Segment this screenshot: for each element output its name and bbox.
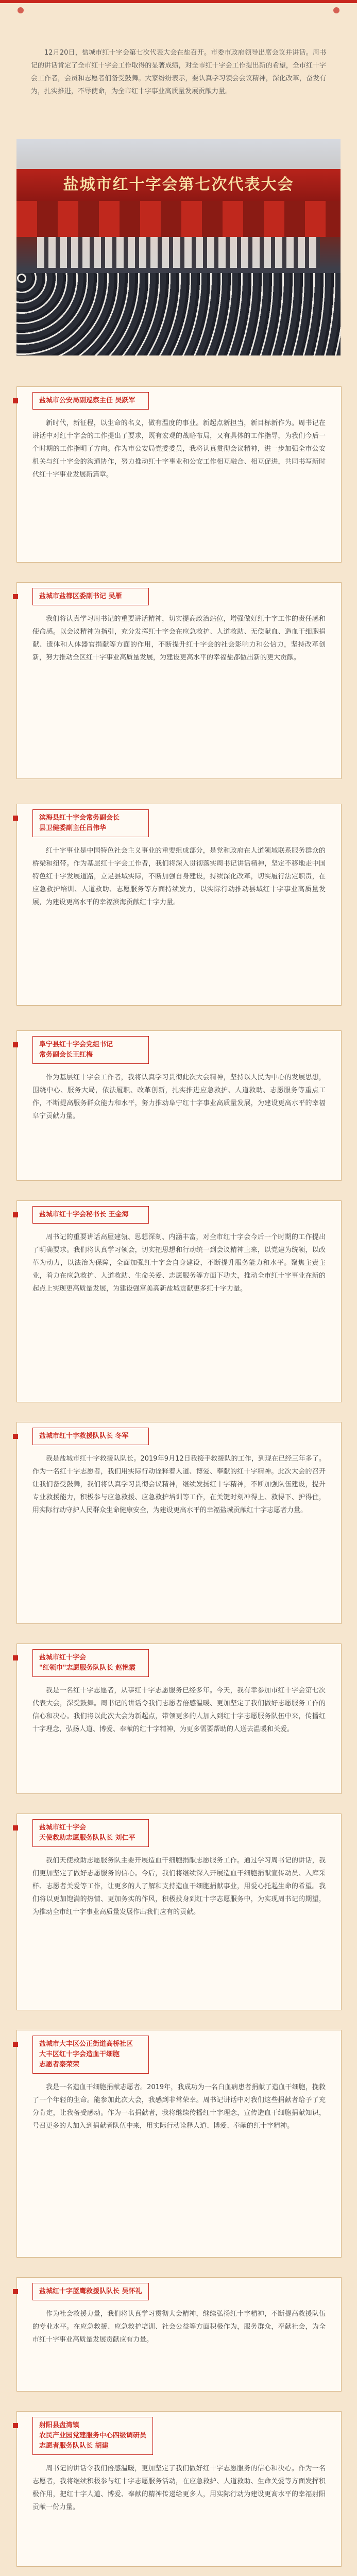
speaker-remarks: 新时代，新征程，以生命的名义，做有温度的事业。新起点新担当，新目标新作为。周书记在讲话中对红十字会的工作提出了要求，既有宏观的战略布局，又有具体的工作指导，为我们今后一个时期的工作指明了方向。作为市公安局党委委员，我将认真贯彻会议精神，进一步加强全市公安机关与红十字会的沟通协作，努力推动红十字事业和公安工作相互融合、相互促进，共同书写新时代红十字事业发展新篇章。: [32, 419, 326, 479]
testimonial-card: [16, 1422, 342, 1624]
card-header: [17, 1201, 341, 1224]
card-header: [17, 1422, 341, 1445]
testimonial-card: [16, 582, 342, 779]
speaker-remarks: 作为社会救援力量，我们将认真学习贯彻大会精神，继续弘扬红十字精神，不断提高救援队伍的专业水平。在应急救援、应急救护培训、社会公益等方面积极作为，服务群众，奉献社会，为全市红十字事业高质量发展贡献应有力量。: [32, 2310, 326, 2344]
card-header: [17, 387, 341, 410]
speaker-title: 盐城市红十字会秘书长 王金海: [32, 1206, 149, 1224]
speaker-title: 滨海县红十字会常务副会长 县卫健委副主任吕伟华: [32, 809, 149, 837]
card-badge-icon: [13, 594, 18, 599]
top-decoration: [0, 0, 357, 21]
speaker-remarks: 我们天使救助志愿服务队主要开展造血干细胞捐献志愿服务工作。通过学习周书记的讲话，我们更加坚定了做好志愿服务的信心。今后，我们将继续深入开展造血干细胞捐献宣传动员、入库采样、志愿者关爱等工作，让更多的人了解和支持造血干细胞捐献事业，用爱心托起生命的希望。我们将以更加饱满的热情、更加务实的作风，积极投身到红十字志愿服务中，为实现周书记的期望，为推动全市红十字事业高质量发展作出我们应有的贡献。: [32, 1857, 326, 1916]
speaker-remarks: 周书记的重要讲话高屋建瓴、思想深刻、内涵丰富，对全市红十字会今后一个时期的工作提出了明确要求。我们将认真学习领会，切实把思想和行动统一到会议精神上来，以党建为统领，以改革为动力，以法治为保障，全面加强红十字会自身建设，不断提升服务能力和水平。聚焦主责主业，着力在应急救护、人道救助、生命关爱、志愿服务等方面下功夫，推动全市红十字事业在新的起点上实现更高质量发展，为建设强富美高新盐城贡献更多红十字力量。: [32, 1233, 326, 1293]
speaker-title: 盐城市红十字会 天使救助志愿服务队队长 刘仁平: [32, 1819, 149, 1847]
testimonial-card: [16, 2277, 342, 2392]
speaker-remarks: 红十字事业是中国特色社会主义事业的重要组成部分，是党和政府在人道领域联系服务群众的桥梁和纽带。作为基层红十字会工作者，我们将深入贯彻落实周书记讲话精神，坚定不移地走中国特色红十字发展道路，立足县域实际，不断加强自身建设，持续深化改革，切实履行法定职责，在应急救护培训、人道救助、志愿服务等方面持续发力，以实际行动推动县域红十字事业高质量发展，为建设更高水平的幸福滨海贡献红十字力量。: [32, 847, 326, 906]
card-badge-icon: [13, 1655, 18, 1660]
card-header: [17, 1814, 341, 1847]
card-badge-icon: [13, 1825, 18, 1831]
intro-paragraph: 12月20日，盐城市红十字会第七次代表大会在盐召开。市委市政府领导出席会议并讲话。周书记的讲话肯定了全市红十字会工作取得的显著成绩，对全市红十字会工作提出新的希望，全市红十字会工作者，会员和志愿者们备受鼓舞。大家纷纷表示，要认真学习领会会议精神，深化改革，奋发有为，扎实推进，不辱使命，为全市红十字事业高质量发展贡献力量。: [31, 49, 326, 95]
speaker-title: 盐城市红十字会 "红领巾"志愿服务队队长 赵艳霞: [32, 1649, 149, 1677]
speaker-title: 盐城红十字蓝鹰救援队队长 吴怀礼: [32, 2283, 149, 2300]
card-badge-icon: [13, 816, 18, 821]
speaker-title: 射阳县盘湾镇 农民产业园党建服务中心四级调研员 志愿者服务队队长 胡建: [32, 2417, 153, 2455]
card-badge-icon: [13, 2423, 18, 2428]
testimonial-card: [16, 1643, 342, 1794]
card-header: [17, 1031, 341, 1064]
testimonial-card: [16, 2411, 342, 2567]
testimonial-card: [16, 804, 342, 1006]
photo-crowd: [16, 273, 341, 355]
speaker-remarks: 我是一名红十字志愿者，从事红十字志愿服务已经多年。今天，我有幸参加市红十字会第七次代表大会，深受鼓舞。周书记的讲话令我们志愿者倍感温暖、更加坚定了我们做好志愿服务工作的信心和决心。我们将以此次大会为新起点，带领更多的人加入到红十字志愿服务队伍中来，传播红十字理念，弘扬人道、博爱、奉献的红十字精神，为更多需要帮助的人送去温暖和关爱。: [32, 1687, 326, 1733]
card-header: [17, 583, 341, 605]
photo-banner: 盐城市红十字会第七次代表大会: [16, 169, 341, 201]
card-header: [17, 1644, 341, 1677]
photo-stage: [37, 237, 320, 268]
card-badge-icon: [13, 1042, 18, 1047]
testimonial-card: [16, 2030, 342, 2258]
speaker-remarks: 周书记的讲话令我们倍感温暖，更加坚定了我们做好红十字志愿服务的信心和决心。作为一名志愿者，我将继续积极参与红十字志愿服务活动，在应急救护、人道救助、生命关爱等方面发挥积极作用，把红十字人道、博爱、奉献的精神传递给更多人，用实际行动为建设更高水平的幸福射阳贡献一份力量。: [32, 2465, 326, 2511]
speaker-title: 盐城市盐都区委副书记 吴雁: [32, 588, 149, 605]
speaker-title: 盐城市红十字救援队队长 冬军: [32, 1428, 149, 1445]
photo-flags: [16, 201, 341, 237]
card-badge-icon: [13, 2042, 18, 2047]
card-header: [17, 2412, 341, 2455]
card-badge-icon: [13, 398, 18, 403]
testimonial-card: [16, 1030, 342, 1181]
speaker-remarks: 我是一名造血干细胞捐献志愿者。2019年，我成功为一名白血病患者捐献了造血干细胞，挽救了一个年轻的生命。能参加此次大会，我感到非常荣幸。周书记讲话中对我们这些捐献者给予了充分肯定，让我备受感动。作为一名捐献者，我将继续传播红十字理念，宣传造血干细胞捐献知识，号召更多的人加入到捐献者队伍中来，用实际行动诠释人道、博爱、奉献的红十字精神。: [32, 2083, 326, 2130]
testimonial-card: [16, 1200, 342, 1402]
speaker-remarks: 我是盐城市红十字救援队队长。2019年9月12日我接手救援队的工作，到现在已经三年多了。作为一名红十字志愿者，我们用实际行动诠释着人道、博爱、奉献的红十字精神。此次大会的召开让我们备受鼓舞，我们将认真学习贯彻会议精神，继续发扬红十字精神，不断加强队伍建设，提升专业救援能力，积极参与应急救援、应急救护培训等工作，在关键时刻冲得上、救得下、护得住，用实际行动守护人民群众生命健康安全，为建设更高水平的幸福盐城贡献红十字志愿者力量。: [32, 1455, 326, 1514]
card-header: [17, 2030, 341, 2074]
card-badge-icon: [13, 1212, 18, 1217]
speaker-remarks: 作为基层红十字会工作者，我将认真学习贯彻此次大会精神，坚持以人民为中心的发展思想，围绕中心、服务大局，依法履职、改革创新，扎实推进应急救护、人道救助、志愿服务等重点工作，不断提高服务群众能力和水平，努力推动阜宁红十字事业高质量发展，为建设更高水平的幸福阜宁贡献力量。: [32, 1074, 326, 1120]
testimonial-card: [16, 1814, 342, 2010]
speaker-title: 盐城市公安局副巡察主任 吴跃军: [32, 392, 149, 410]
card-header: [17, 2278, 341, 2300]
card-header: [17, 804, 341, 837]
speaker-title: 阜宁县红十字会党组书记 常务副会长王红梅: [32, 1036, 149, 1064]
card-badge-icon: [13, 1434, 18, 1439]
conference-photo: [16, 139, 341, 355]
speaker-title: 盐城市大丰区公正街道高桥社区 大丰区红十字会造血干细胞 志愿者秦荣荣: [32, 2036, 149, 2074]
speaker-remarks: 我们将认真学习周书记的重要讲话精神，切实提高政治站位，增强做好红十字工作的责任感和使命感。以会议精神为指引，充分发挥红十字会在应急救护、人道救助、无偿献血、造血干细胞捐献、遗体和人体器官捐献等方面的作用，不断提升红十字会的社会影响力和公信力，坚持改革创新，努力推动全区红十字事业高质量发展，为建设更高水平的幸福盐都做出新的更大贡献。: [32, 615, 326, 662]
testimonial-card: [16, 386, 342, 563]
card-badge-icon: [13, 2289, 18, 2294]
